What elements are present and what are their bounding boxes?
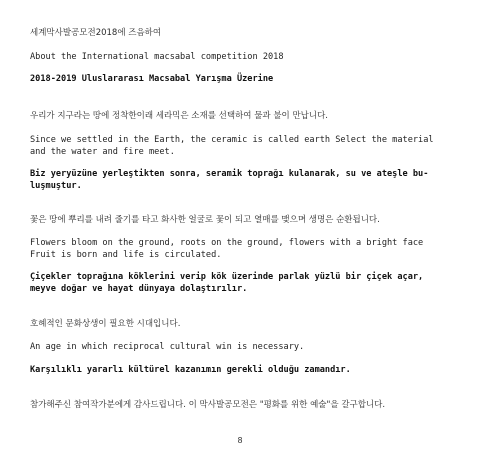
paragraph-2-english-line-2: Fruit is born and life is circulated.	[30, 250, 222, 260]
paragraph-2-turkish-line-2: meyve doğar ve hayat dünyaya dolaştırılır.	[30, 284, 248, 294]
paragraph-2-korean: 꽃은 땅에 뿌리를 내려 줄기를 타고 화사한 얼굴로 꽃이 되고 열매를 맺으며 생명은 순환됩니다.	[30, 215, 380, 225]
paragraph-3-turkish: Karşılıklı yararlı kültürel kazanımın gerekli olduğu zamandır.	[30, 365, 351, 375]
page-number: 8	[237, 436, 243, 445]
paragraph-1-korean: 우리가 지구라는 땅에 정착한이래 세라믹은 소재를 선택하여 물과 불이 만납니다.	[30, 111, 328, 121]
paragraph-1-english-line-1: Since we settled in the Earth, the ceramic is called earth Select the material	[30, 135, 434, 145]
header-english: About the International macsabal competition 2018	[30, 52, 284, 62]
paragraph-3-english: An age in which reciprocal cultural win is necessary.	[30, 342, 305, 352]
paragraph-1-turkish-line-2: luşmuştur.	[30, 181, 82, 191]
paragraph-1-turkish-line-1: Biz yeryüzüne yerleştikten sonra, seramik toprağı kulanarak, su ve ateşle bu-	[30, 169, 429, 179]
paragraph-1-english-line-2: and the water and fire meet.	[30, 147, 175, 157]
header-turkish: 2018-2019 Uluslararası Macsabal Yarışma Üzerine	[30, 74, 274, 84]
paragraph-2-turkish-line-1: Çiçekler toprağına köklerini verip kök üzerinde parlak yüzlü bir çiçek açar,	[30, 272, 424, 282]
closing-korean: 참가해주신 참여작가분에게 감사드립니다. 이 막사발공모전은 "평화를 위한 예술"을 갈구합니다.	[30, 400, 386, 410]
paragraph-3-korean: 호혜적인 문화상생이 필요한 시대입니다.	[30, 319, 181, 329]
paragraph-2-english-line-1: Flowers bloom on the ground, roots on the ground, flowers with a bright face	[30, 238, 424, 248]
header-korean: 세계막사발공모전2018에 즈음하여	[30, 28, 162, 38]
